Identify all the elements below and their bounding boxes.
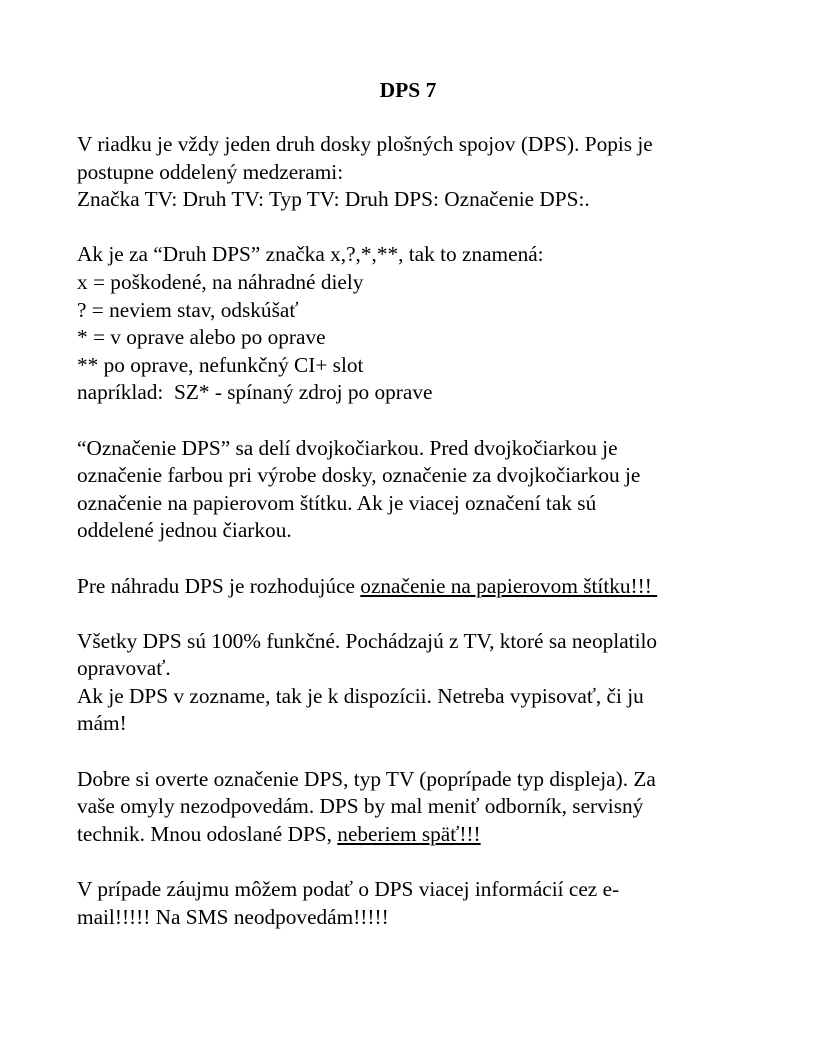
- text-segment: technik. Mnou odoslané DPS,: [77, 821, 338, 846]
- legend-item-double-star: ** po oprave, nefunkčný CI+ slot: [77, 352, 364, 377]
- text-line: Ak je DPS v zozname, tak je k dispozícii. Netreba vypisovať, či ju: [77, 683, 644, 708]
- disclaimer-paragraph: [77, 766, 757, 849]
- legend-item-x: x = poškodené, na náhradné diely: [77, 269, 364, 294]
- underlined-emphasis: označenie na papierovom štítku!!!: [360, 573, 658, 598]
- underlined-emphasis: neberiem späť!!!: [337, 821, 481, 846]
- legend-example: napríklad: SZ* - spínaný zdroj po oprave: [77, 380, 433, 405]
- legend-item-star: * = v oprave alebo po oprave: [77, 325, 326, 350]
- text-line: Ak je za “Druh DPS” značka x,?,*,**, tak to znamená:: [77, 242, 544, 267]
- text-line: Všetky DPS sú 100% funkčné. Pochádzajú z TV, ktoré sa neoplatilo: [77, 628, 658, 653]
- text-line: “Označenie DPS” sa delí dvojkočiarkou. Pred dvojkočiarkou je: [77, 435, 618, 460]
- text-line: postupne oddelený medzerami:: [77, 159, 344, 184]
- marking-paragraph: [77, 435, 757, 545]
- text-segment: Pre náhradu DPS je rozhodujúce: [77, 573, 361, 598]
- legend-paragraph: [77, 241, 757, 407]
- contact-paragraph: [77, 876, 757, 931]
- text-line: [77, 821, 757, 849]
- text-line: Značka TV: Druh TV: Typ TV: Druh DPS: Označenie DPS:.: [77, 187, 590, 212]
- text-line: oddelené jednou čiarkou.: [77, 518, 292, 543]
- text-line: Dobre si overte označenie DPS, typ TV (poprípade typ displeja). Za: [77, 766, 656, 791]
- page-title: DPS 7: [379, 78, 437, 102]
- legend-item-question: ? = neviem stav, odskúšať: [77, 297, 299, 322]
- text-line: mám!: [77, 711, 127, 736]
- text-line: [77, 573, 757, 601]
- replacement-paragraph: [77, 573, 757, 601]
- text-line: V prípade záujmu môžem podať o DPS viacej informácií cez e-: [77, 877, 620, 902]
- text-line: označenie na papierovom štítku. Ak je viacej označení tak sú: [77, 490, 597, 515]
- functionality-paragraph: [77, 628, 757, 738]
- text-line: vaše omyly nezodpovedám. DPS by mal meniť odborník, servisný: [77, 794, 644, 819]
- intro-paragraph: [77, 131, 757, 214]
- document-body: [77, 131, 757, 959]
- text-line: V riadku je vždy jeden druh dosky plošných spojov (DPS). Popis je: [77, 132, 653, 156]
- text-line: mail!!!!! Na SMS neodpovedám!!!!!: [77, 904, 389, 929]
- text-line: označenie farbou pri výrobe dosky, označenie za dvojkočiarkou je: [77, 463, 641, 488]
- text-line: opravovať.: [77, 656, 171, 681]
